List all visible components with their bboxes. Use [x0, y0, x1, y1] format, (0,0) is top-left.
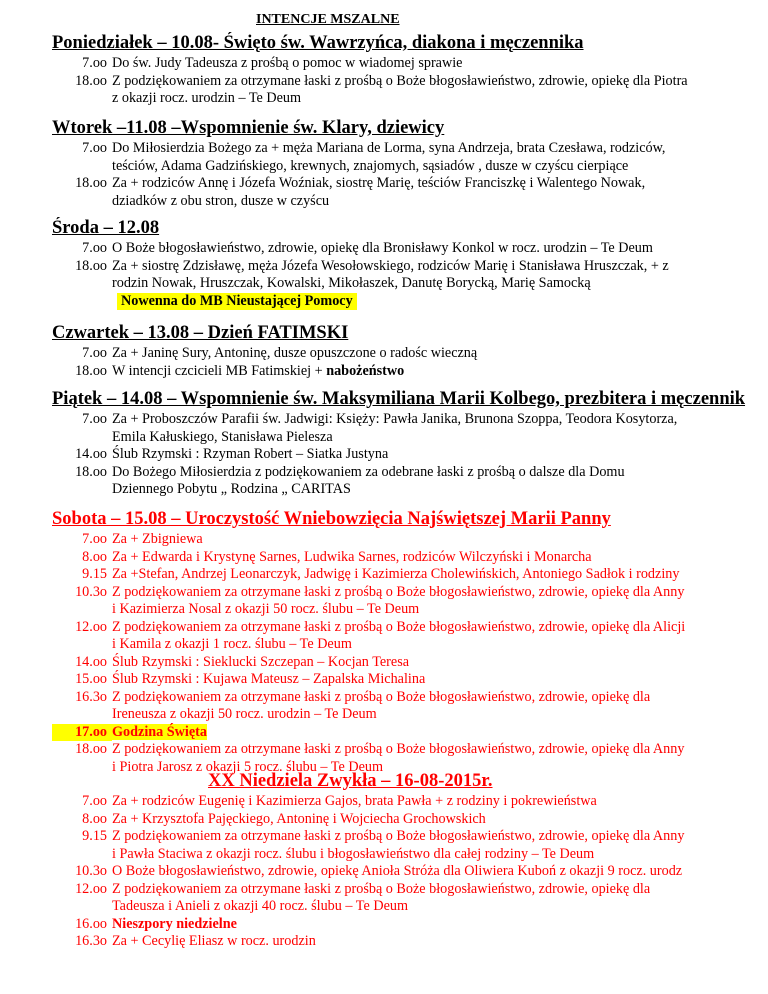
intention-line: Godzina Święta [112, 723, 207, 740]
mass-time: 15.oo [75, 671, 107, 687]
intention-text [112, 140, 748, 175]
mass-time: 10.3o [75, 583, 107, 600]
intention-line: Ireneusza z okazji 50 rocz. urodzin – Te Deum [112, 706, 377, 722]
intention-text [112, 549, 748, 567]
intention-line: Nieszpory niedzielne [112, 915, 237, 932]
intention-text [112, 828, 748, 863]
mass-intention-row [52, 619, 748, 654]
mass-time: 16.3o [75, 933, 107, 949]
intention-text [112, 584, 748, 619]
entries-tuesday [52, 140, 748, 210]
intention-text [112, 566, 748, 584]
day-heading-friday: Piątek – 14.08 – Wspomnienie św. Maksymiliana Marii Kolbego, prezbitera i męczennik [52, 389, 746, 409]
intention-text [112, 671, 748, 689]
intention-line: Za + Edwarda i Krystynę Sarnes, Ludwika Sarnes, rodziców Wilczyński i Monarcha [112, 548, 592, 565]
intention-line: O Boże błogosławieństwo, zdrowie, opiekę dla Bronisławy Konkol w rocz. urodzin – Te Deum [112, 240, 653, 256]
intention-line: Za + Zbigniewa [112, 531, 203, 547]
intention-line: Za + Janinę Sury, Antoninę, dusze opuszczone o radośc wieczną [112, 345, 478, 361]
mass-intention-row [52, 724, 748, 742]
day-heading-sunday: XX Niedziela Zwykła – 16-08-2015r. [208, 771, 493, 791]
mass-time: 8.oo [82, 810, 107, 827]
mass-intention-row [52, 793, 748, 811]
intention-line: Z podziękowaniem za otrzymane łaski z prośbą o Boże błogosławieństwo, zdrowie, opiekę dla [112, 688, 651, 705]
intention-line: i Pawła Staciwa z okazji rocz. ślubu i błogosławieństwo dla całej rodziny – Te Deum [112, 845, 595, 862]
entries-wednesday [52, 240, 748, 293]
intention-text [112, 240, 748, 258]
intention-line: Ślub Rzymski : Kujawa Mateusz – Zapalska Michalina [112, 671, 426, 687]
intention-text [112, 619, 748, 654]
day-section-thursday [52, 322, 748, 380]
day-heading-wednesday: Środa – 12.08 [52, 218, 160, 238]
day-section-sunday [52, 770, 748, 951]
intention-text [112, 175, 748, 210]
novena-row [52, 293, 748, 311]
intention-text [112, 793, 748, 811]
intention-line: Z podziękowaniem za otrzymane łaski z prośbą o Boże błogosławieństwo, zdrowie, opiekę dla [112, 880, 651, 897]
intention-text [112, 881, 748, 916]
entries-thursday [52, 345, 748, 380]
mass-time: 18.oo [75, 741, 107, 757]
intention-line: dziadków z obu stron, dusze w czyścu [112, 192, 330, 209]
intention-line: Ślub Rzymski : Rzyman Robert – Siatka Justyna [112, 446, 389, 462]
intention-text [112, 258, 748, 293]
intention-text [112, 654, 748, 672]
mass-time: 10.3o [75, 863, 107, 879]
intention-text [112, 464, 748, 499]
day-heading-tuesday: Wtorek –11.08 –Wspomnienie św. Klary, dziewicy [52, 118, 445, 138]
mass-time: 18.oo [75, 362, 107, 379]
mass-intention-row [52, 916, 748, 934]
devotion-label: nabożeństwo [326, 362, 405, 379]
intention-line: Za +Stefan, Andrzej Leonarczyk, Jadwigę i Kazimierza Cholewińskich, Antoniego Sadłok i rodziny [112, 566, 680, 582]
intention-line: Emila Kałuskiego, Stanisława Pielesza [112, 428, 333, 445]
mass-time: 7.oo [82, 240, 107, 256]
intention-line: Do Bożego Miłosierdzia z podziękowaniem za odebrane łaski z prośbą o dalsze dla Domu [112, 463, 625, 480]
intention-line: rodzin Nowak, Hruszczak, Kowalski, Mikołaszek, Danutę Borycką, Marię Samocką [112, 275, 591, 291]
mass-time: 18.oo [75, 72, 107, 89]
mass-time: 8.oo [82, 548, 107, 565]
mass-time: 14.oo [75, 653, 107, 670]
intention-text [112, 863, 748, 881]
intention-text [112, 724, 748, 742]
entries-friday [52, 411, 748, 499]
mass-time: 18.oo [75, 257, 107, 274]
mass-time: 9.15 [82, 828, 107, 844]
mass-time: 18.oo [75, 463, 107, 480]
mass-intention-row [52, 345, 748, 363]
intention-line: Za + rodziców Annę i Józefa Woźniak, siostrę Marię, teściów Franciszkę i Walentego Nowak, [112, 175, 646, 191]
mass-intention-row [52, 881, 748, 916]
mass-time: 18.oo [75, 175, 107, 191]
mass-intention-row [52, 654, 748, 672]
day-section-wednesday [52, 217, 748, 310]
mass-time: 7.oo [82, 345, 107, 361]
intention-text [112, 73, 748, 108]
intention-line: Za + Cecylię Eliasz w rocz. urodzin [112, 933, 316, 949]
mass-intention-row [52, 464, 748, 499]
mass-intention-row [52, 933, 748, 951]
intention-text [112, 55, 748, 73]
entries-saturday [52, 531, 748, 776]
day-section-tuesday [52, 117, 748, 210]
intention-text [112, 689, 748, 724]
mass-intention-row [52, 671, 748, 689]
mass-time: 7.oo [82, 55, 107, 71]
intention-text [112, 345, 748, 363]
intention-line: Za + siostrę Zdzisławę, męża Józefa Wesołowskiego, rodziców Marię i Stanisława Hruszczak, + z [112, 257, 669, 274]
intention-text [112, 411, 748, 446]
intention-line: i Kamila z okazji 1 rocz. ślubu – Te Deum [112, 636, 352, 652]
intention-line: Do Miłosierdzia Bożego za + męża Mariana de Lorma, syna Andrzeja, brata Czesława, rodziców, [112, 140, 666, 156]
mass-intention-row [52, 240, 748, 258]
day-heading-thursday: Czwartek – 13.08 – Dzień FATIMSKI [52, 323, 349, 343]
intention-line: Ślub Rzymski : Sieklucki Szczepan – Kocjan Teresa [112, 653, 410, 670]
intention-line: Za + Krzysztofa Pajęckiego, Antoninę i Wojciecha Grochowskich [112, 810, 486, 827]
intention-line: Z podziękowaniem za otrzymane łaski z prośbą o Boże błogosławieństwo, zdrowie, opiekę dla Anny [112, 583, 685, 600]
mass-intention-row [52, 411, 748, 446]
mass-time: 12.oo [75, 618, 107, 635]
mass-intention-row [52, 863, 748, 881]
mass-time: 16.3o [75, 688, 107, 705]
day-section-monday [52, 32, 748, 108]
intention-line: Z podziękowaniem za otrzymane łaski z prośbą o Boże błogosławieństwo, zdrowie, opiekę dla Anny [112, 828, 685, 844]
intention-text [112, 916, 748, 934]
mass-intention-row [52, 566, 748, 584]
intention-line: Tadeusza i Anieli z okazji 40 rocz. ślubu – Te Deum [112, 898, 408, 914]
mass-time: 14.oo [75, 446, 107, 462]
mass-time: 16.oo [75, 915, 107, 932]
intention-line: W intencji czcicieli MB Fatimskiej + [112, 362, 327, 379]
intention-line: i Kazimierza Nosal z okazji 50 rocz. ślubu – Te Deum [112, 601, 420, 617]
intention-line: Z podziękowaniem za otrzymane łaski z prośbą o Boże błogosławieństwo, zdrowie, opiekę dla Piotra [112, 72, 688, 89]
intention-line: Za + rodziców Eugenię i Kazimierza Gajos, brata Pawła + z rodziny i pokrewieństwa [112, 793, 597, 809]
intention-line: Z podziękowaniem za otrzymane łaski z prośbą o Boże błogosławieństwo, zdrowie, opiekę dla Anny [112, 741, 685, 757]
mass-intention-row [52, 175, 748, 210]
intention-line: Do św. Judy Tadeusza z prośbą o pomoc w wiadomej sprawie [112, 55, 463, 71]
mass-intention-row [52, 584, 748, 619]
mass-intention-row [52, 258, 748, 293]
mass-intention-row [52, 828, 748, 863]
mass-intention-row [52, 363, 748, 381]
mass-intention-row [52, 549, 748, 567]
intention-line: Z podziękowaniem za otrzymane łaski z prośbą o Boże błogosławieństwo, zdrowie, opiekę dla Alicji [112, 618, 686, 635]
mass-intention-row [52, 140, 748, 175]
intention-line: Za + Proboszczów Parafii św. Jadwigi: Księży: Pawła Janika, Brunona Szoppa, Teodora Kosytorza, [112, 411, 678, 427]
intention-line: i Piotra Jarosz z okazji 5 rocz. ślubu – Te Deum [112, 758, 383, 775]
mass-time: 7.oo [82, 411, 107, 427]
entries-sunday [52, 793, 748, 951]
mass-intention-row [52, 73, 748, 108]
mass-intention-row [52, 531, 748, 549]
mass-time: 12.oo [75, 880, 107, 897]
intention-line: Dziennego Pobytu „ Rodzina „ CARITAS [112, 481, 351, 497]
intention-text [112, 363, 748, 381]
day-section-saturday [52, 508, 748, 776]
mass-time: 7.oo [82, 531, 107, 547]
mass-intention-row [52, 446, 748, 464]
mass-intention-row [52, 55, 748, 73]
intention-text [112, 811, 748, 829]
novena-label: Nowenna do MB Nieustającej Pomocy [117, 293, 357, 311]
mass-intention-row [52, 689, 748, 724]
intention-text [112, 446, 748, 464]
intention-text [112, 933, 748, 951]
entries-monday [52, 55, 748, 108]
intention-line: O Boże błogosławieństwo, zdrowie, opiekę Anioła Stróża dla Oliwiera Kuboń z okazji 9 rocz. urodz [112, 863, 683, 879]
intention-line: z okazji rocz. urodzin – Te Deum [112, 90, 302, 106]
mass-time: 7.oo [82, 793, 107, 809]
mass-intention-row [52, 811, 748, 829]
intention-text [112, 531, 748, 549]
document-title: INTENCJE MSZALNE [256, 12, 400, 27]
mass-time: 7.oo [82, 140, 107, 156]
mass-time: 17.oo [52, 724, 112, 742]
day-heading-saturday: Sobota – 15.08 – Uroczystość Wniebowzięcia Najświętszej Marii Panny [52, 509, 611, 529]
day-heading-monday: Poniedziałek – 10.08- Święto św. Wawrzyńca, diakona i męczennika [52, 33, 584, 53]
mass-time: 9.15 [82, 566, 107, 582]
day-section-friday [52, 388, 748, 499]
intention-line: teściów, Adama Gadzińskiego, krewnych, znajomych, sąsiadów , dusze w czyścu cierpiące [112, 157, 629, 174]
